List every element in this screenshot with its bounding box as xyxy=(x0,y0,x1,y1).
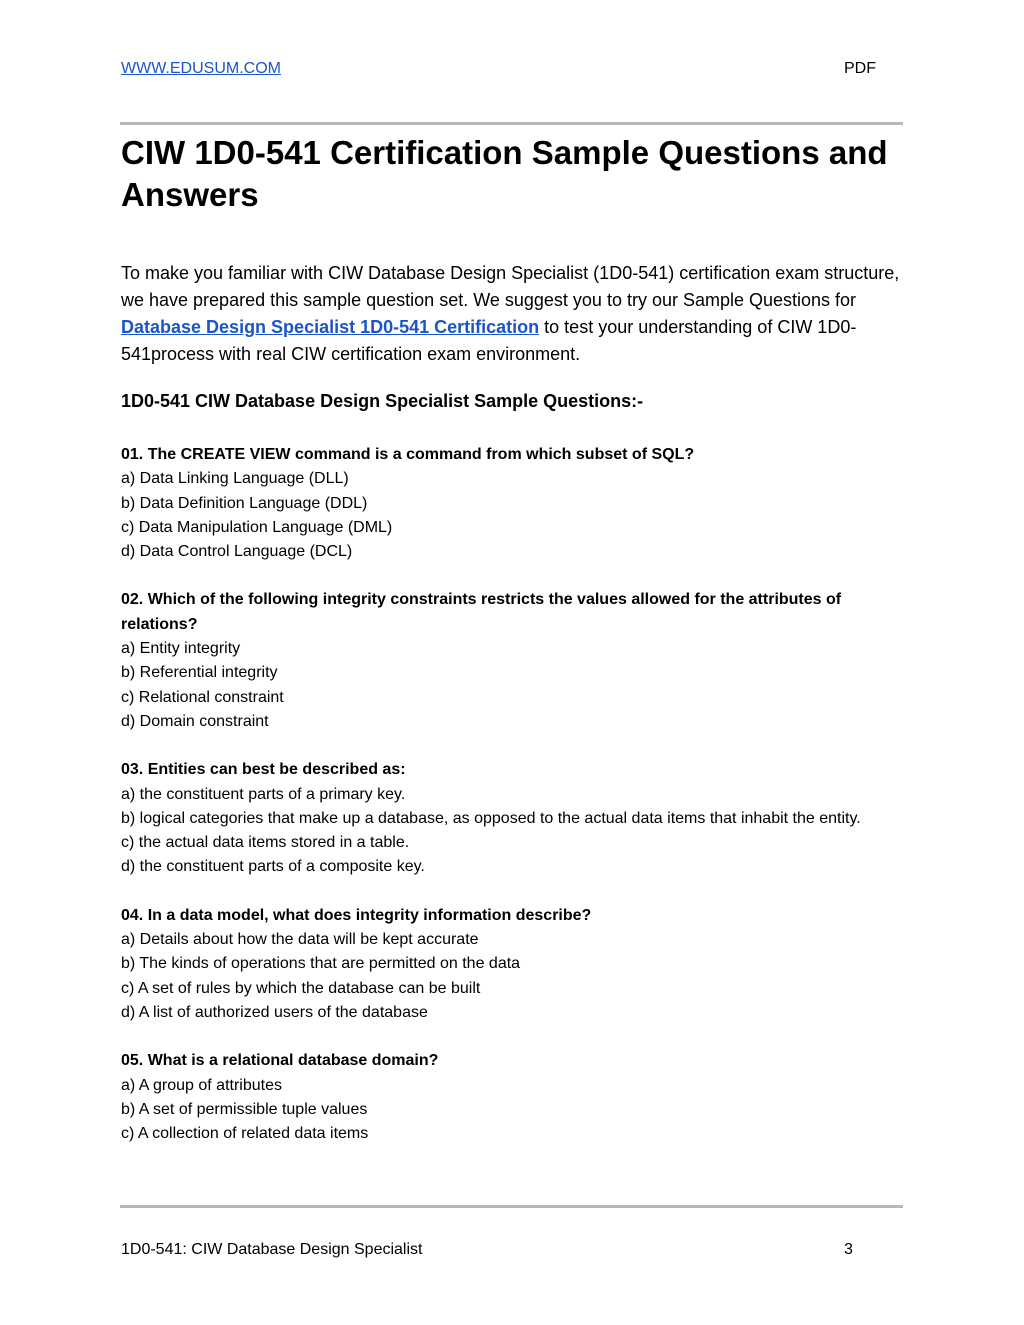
site-link[interactable]: WWW.EDUSUM.COM xyxy=(121,60,281,77)
answer-option: b) Referential integrity xyxy=(121,664,278,682)
pdf-label: PDF xyxy=(844,60,876,77)
answer-option: d) A list of authorized users of the database xyxy=(121,1003,428,1021)
question-text: 02. Which of the following integrity constraints restricts the values allowed for the attributes of relations? xyxy=(121,591,842,633)
answer-option: b) A set of permissible tuple values xyxy=(121,1100,368,1118)
page-title: CIW 1D0-541 Certification Sample Questions and Answers xyxy=(121,134,888,213)
answer-option: b) The kinds of operations that are permitted on the data xyxy=(121,955,521,973)
certification-link[interactable]: Database Design Specialist 1D0-541 Certification xyxy=(121,317,540,337)
answer-option: a) Details about how the data will be kept accurate xyxy=(121,931,479,949)
answer-option: b) logical categories that make up a database, as opposed to the actual data items that inhabit the entity. xyxy=(121,809,861,827)
answer-option: b) Data Definition Language (DDL) xyxy=(121,494,368,512)
intro-text-1: To make you familiar with CIW Database Design Specialist (1D0-541) certification exam structure, we have prepared this sample question set. We suggest you to try our Sample Questions for xyxy=(121,263,900,310)
question-2 xyxy=(121,588,911,734)
section-heading: 1D0-541 CIW Database Design Specialist Sample Questions:- xyxy=(121,391,644,411)
question-1 xyxy=(121,443,911,564)
page-number: 3 xyxy=(844,1241,853,1258)
question-5 xyxy=(121,1049,911,1146)
answer-option: c) Relational constraint xyxy=(121,688,284,706)
question-4 xyxy=(121,904,911,1025)
question-text: 03. Entities can best be described as: xyxy=(121,761,406,779)
question-text: 05. What is a relational database domain? xyxy=(121,1052,439,1070)
answer-option: d) Data Control Language (DCL) xyxy=(121,543,353,561)
answer-option: d) Domain constraint xyxy=(121,712,269,730)
answer-option: c) A set of rules by which the database can be built xyxy=(121,979,481,997)
footer-divider xyxy=(120,1205,903,1208)
answer-option: a) the constituent parts of a primary key. xyxy=(121,785,406,803)
question-text: 01. The CREATE VIEW command is a command from which subset of SQL? xyxy=(121,446,695,463)
question-3 xyxy=(121,758,911,879)
answer-option: a) Data Linking Language (DLL) xyxy=(121,470,349,488)
answer-option: a) A group of attributes xyxy=(121,1076,282,1094)
questions-list xyxy=(121,443,911,1170)
answer-option: c) Data Manipulation Language (DML) xyxy=(121,518,393,536)
answer-option: c) A collection of related data items xyxy=(121,1125,369,1143)
intro-text-2: to test your understanding of CIW 1D0-541process with real CIW certification exam environment. xyxy=(121,317,857,364)
answer-option: d) the constituent parts of a composite key. xyxy=(121,858,425,876)
header-divider xyxy=(120,122,903,125)
answer-option: a) Entity integrity xyxy=(121,640,241,658)
footer-title: 1D0-541: CIW Database Design Specialist xyxy=(121,1241,423,1258)
answer-option: c) the actual data items stored in a table. xyxy=(121,834,410,852)
intro-paragraph xyxy=(121,260,921,368)
question-text: 04. In a data model, what does integrity information describe? xyxy=(121,906,592,924)
